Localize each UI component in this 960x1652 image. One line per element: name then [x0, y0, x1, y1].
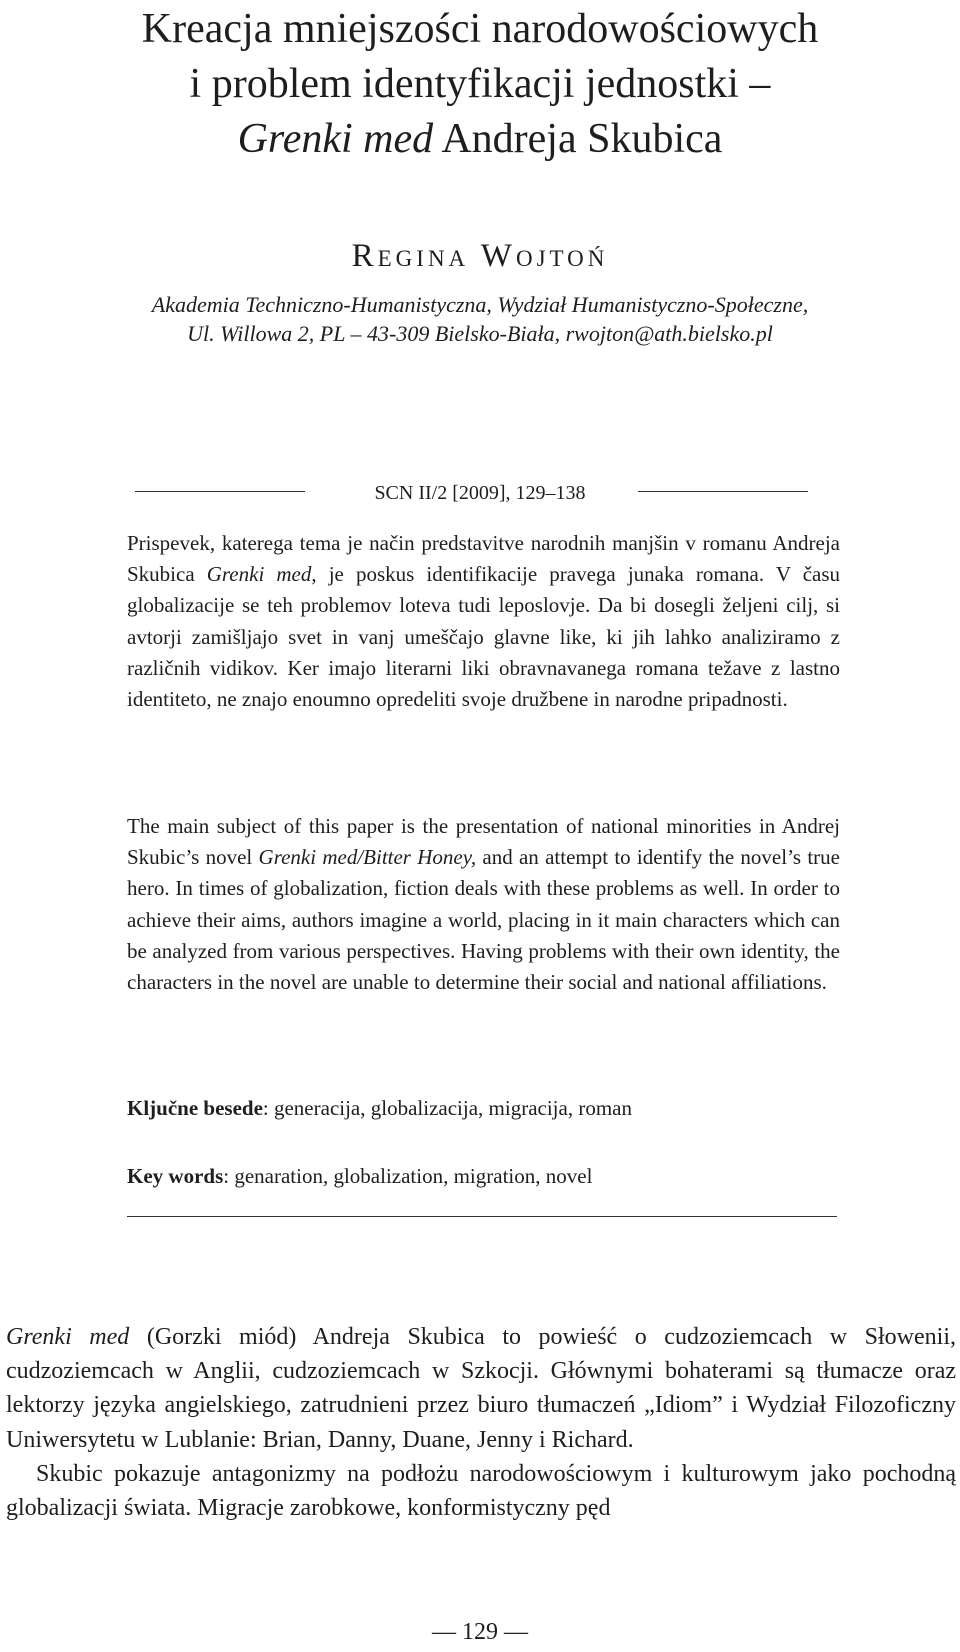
- page-number: — 129 —: [432, 1619, 528, 1645]
- abstract-sl-text-1: Prispevek, katerega tema je način predstavitve narodnih manjšin v romanu Andreja Skubica: [127, 531, 840, 587]
- abstract-english: [127, 811, 840, 998]
- author-affiliation: [40, 290, 920, 348]
- abstract-slovene: [127, 528, 840, 715]
- abstract-en-text-1: The main subject of this paper is the presentation of national minorities in Andrej Skubic’s novel: [127, 814, 840, 870]
- title-line-2: i problem identyfikacji jednostki –: [189, 61, 771, 107]
- author-name: Regina Wojtoń: [351, 238, 609, 274]
- keywords-en-text: : genaration, globalization, migration, novel: [223, 1164, 593, 1188]
- abstract-sl-novel-title: Grenki med: [206, 562, 312, 587]
- affiliation-line-1: Akademia Techniczno-Humanistyczna, Wydział Humanistyczno-Społeczne,: [151, 292, 809, 317]
- citation-left-rule: [135, 491, 305, 492]
- abstract-en-text-2: and an attempt to identify the novel’s true hero. In times of globalization, fiction deals with these problems as well. In order to achieve their aims, authors imagine a world, placing in it main characters which can be analyzed from various perspectives. Having problems with their own identity, the characters in the novel are unable to determine their social and national affiliations.: [127, 845, 840, 995]
- title-line-3: [40, 112, 920, 167]
- citation-reference: SCN II/2 [2009], 129–138: [374, 482, 586, 504]
- keywords-en-label: Key words: [127, 1164, 224, 1188]
- affiliation-line-2: Ul. Willowa 2, PL – 43-309 Bielsko-Biała, rwojton@ath.bielsko.pl: [187, 321, 773, 346]
- keywords-slovene: [127, 1093, 840, 1124]
- title-line-1: Kreacja mniejszości narodowościowych: [141, 6, 819, 52]
- title-novel-name: Grenki med: [237, 116, 434, 162]
- keywords-sl-text: : generacija, globalizacija, migracija, roman: [262, 1096, 632, 1120]
- body-paragraph-2: Skubic pokazuje antagonizmy na podłożu narodowościowym i kulturowym jako pochodną globalizacji świata. Migracje zarobkowe, konformistyczny pęd: [6, 1460, 956, 1522]
- body-paragraph-1: [6, 1320, 956, 1457]
- body-paragraph-1-text: (Gorzki miód) Andreja Skubica to powieść o cudzoziemcach w Słowenii, cudzoziemcach w Anglii, cudzoziemcach w Szkocji. Głównymi bohaterami są tłumacze oraz lektorzy języka angielskiego, zatrudnieni przez biuro tłumaczeń „Idiom” i Wydział Filozoficzny Uniwersytetu w Lublanie: Brian, Danny, Duane, Jenny i Richard.: [6, 1324, 956, 1453]
- citation-right-rule: [638, 491, 808, 492]
- title-author-suffix: Andreja Skubica: [433, 116, 723, 162]
- abstract-en-novel-title: Grenki med/Bitter Honey,: [258, 845, 477, 870]
- article-title: [40, 2, 920, 167]
- article-body: [6, 1320, 956, 1525]
- keywords-sl-label: Ključne besede: [127, 1096, 263, 1120]
- abstract-sl-text-2: , je poskus identifikacije pravega junaka romana. V času globalizacije se teh problemov loteva tudi leposlovje. Da bi dosegli željeni cilj, si avtorji zamišljajo svet in vanj umeščajo glavne like, ki jih lahko analiziramo z različnih vidikov. Ker imajo literarni liki obravnavanega romana težave z lastno identiteto, ne znajo enoumno opredeliti svoje družbene in narodne pripadnosti.: [127, 562, 841, 712]
- abstract-end-rule: [127, 1216, 837, 1217]
- keywords-english: [127, 1161, 840, 1192]
- body-novel-title: Grenki med: [6, 1324, 130, 1350]
